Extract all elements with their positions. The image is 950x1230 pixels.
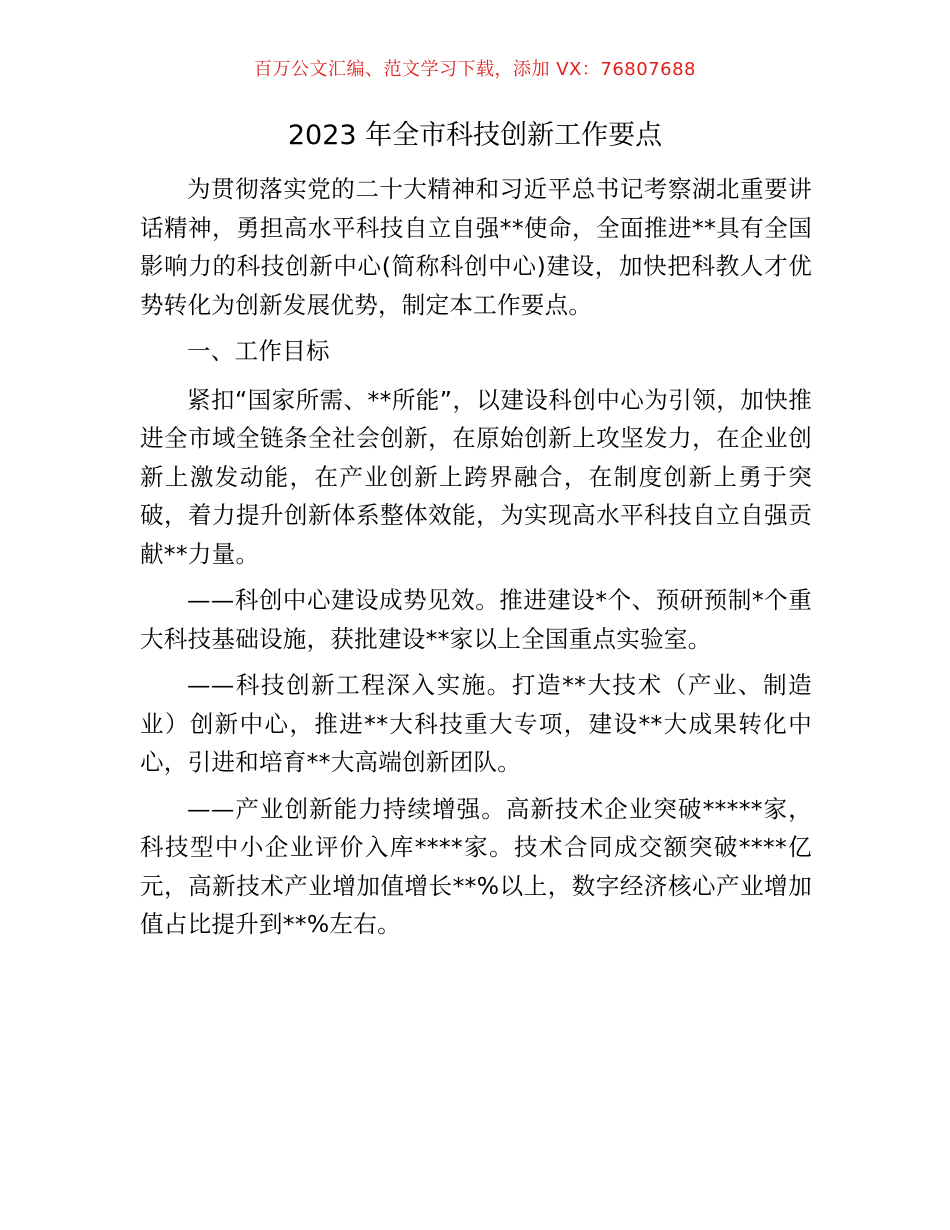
goal-item-innovation-center: ——科创中心建设成势见效。推进建设*个、预研预制*个重大科技基础设施，获批建设**家以上全国重点实验室。 — [140, 586, 812, 653]
goal-item-innovation-projects: ——科技创新工程深入实施。打造**大技术（产业、制造业）创新中心，推进**大科技重大专项，建设**大成果转化中心，引进和培育**大高端创新团队。 — [140, 671, 812, 776]
document-title: 2023 年全市科技创新工作要点 — [287, 120, 663, 151]
goal-item-industry-capacity: ——产业创新能力持续增强。高新技术企业突破*****家，科技型中小企业评价入库****家。技术合同成交额突破****亿元，高新技术产业增加值增长**%以上，数字经济核心产业增加值占比提升到**%左右。 — [140, 794, 812, 938]
header-note: 百万公文汇编、范文学习下载，添加 VX：76807688 — [254, 59, 696, 80]
intro-paragraph: 为贯彻落实党的二十大精神和习近平总书记考察湖北重要讲话精神，勇担高水平科技自立自强**使命，全面推进**具有全国影响力的科技创新中心(简称科创中心)建设，加快把科教人才优势转化为创新发展优势，制定本工作要点。 — [140, 175, 812, 319]
section-heading-goals: 一、工作目标 — [187, 337, 330, 365]
goals-paragraph: 紧扣“国家所需、**所能”，以建设科创中心为引领，加快推进全市域全链条全社会创新，在原始创新上攻坚发力，在企业创新上激发动能，在产业创新上跨界融合，在制度创新上勇于突破，着力提升创新体系整体效能，为实现高水平科技自立自强贡献**力量。 — [140, 385, 812, 568]
document-body — [140, 170, 812, 952]
